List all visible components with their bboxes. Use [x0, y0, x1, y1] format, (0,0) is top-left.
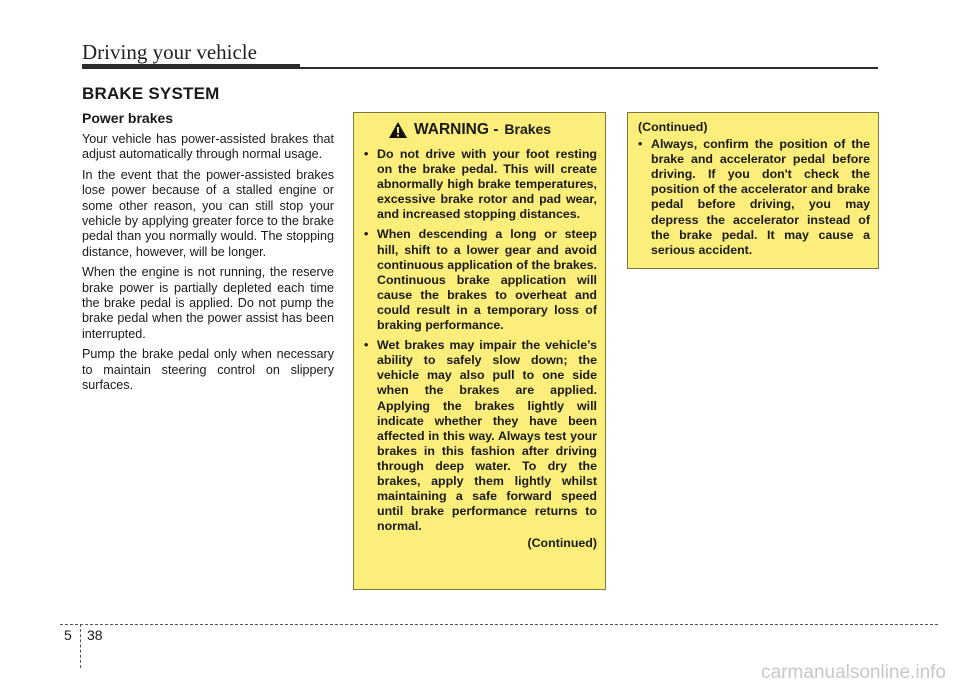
bullet: • [364, 227, 369, 242]
header-rule-thin [300, 67, 878, 69]
paragraph: In the event that the power-assisted brakes lose power because of a stalled engine or some other reason, you can still stop your vehicle by applying greater force to the brake pedal than you normally would. The stopping distance, however, will be longer. [82, 167, 334, 259]
continued-label: (Continued) [527, 536, 597, 551]
footer-page-divider [80, 624, 81, 668]
bullet: • [364, 338, 369, 353]
page-number: 38 [87, 627, 103, 643]
power-brakes-heading: Power brakes [82, 110, 174, 126]
continued-warning-box [627, 112, 879, 269]
warning-label: WARNING - [414, 121, 499, 139]
list-item-text: Wet brakes may impair the vehicle’s ability to safely slow down; the vehicle may also pull to one side when the brakes are applied. Applying the brakes lightly will indicate whether they have been affected in this way. Always test your brakes in this fashion after driving through deep water. To dry the brakes, apply them lightly whilst maintaining a safe forward speed until brake performance returns to normal. [377, 338, 597, 534]
power-brakes-column [82, 110, 334, 399]
running-header: Driving your vehicle [82, 40, 257, 64]
header-rule-thick [82, 64, 300, 69]
section-title: BRAKE SYSTEM [82, 84, 220, 103]
warning-header [388, 121, 597, 139]
watermark: carmanualsonline.info [761, 662, 946, 683]
list-item-text: Always, confirm the position of the brake and accelerator pedal before driving. If you don't check the position of the accelerator and brake pedal before driving, you may depress the accelerator instead of the brake pedal. It may cause a serious accident. [651, 137, 870, 257]
paragraph: Pump the brake pedal only when necessary to maintain steering control on slippery surfaces. [82, 347, 334, 393]
bullet: • [638, 137, 643, 152]
warning-box [353, 112, 606, 590]
continued-label: (Continued) [638, 120, 708, 134]
paragraph: When the engine is not running, the reserve brake power is partially depleted each time the brake pedal is applied. Do not pump the brake pedal when the power assist has been interrupted. [82, 265, 334, 341]
list-item-text: Do not drive with your foot resting on the brake pedal. This will create abnormally high brake temperatures, excessive brake rotor and pad wear, and increased stopping distances. [377, 147, 597, 222]
list-item [364, 147, 597, 222]
warning-triangle-icon [388, 121, 408, 139]
list-item [638, 137, 870, 258]
paragraph: Your vehicle has power-assisted brakes that adjust automatically through normal usage. [82, 132, 334, 162]
warning-list [364, 147, 597, 534]
footer-divider [60, 624, 938, 625]
warning-subject: Brakes [504, 121, 552, 138]
list-item-text: When descending a long or steep hill, shift to a lower gear and avoid continuous application of the brakes. Continuous brake application will cause the brakes to overheat and could result in a temporary loss of braking performance. [377, 227, 597, 333]
chapter-number: 5 [64, 627, 72, 643]
continued-list [638, 137, 870, 258]
bullet: • [364, 147, 369, 161]
list-item [364, 227, 597, 333]
list-item [364, 338, 597, 534]
